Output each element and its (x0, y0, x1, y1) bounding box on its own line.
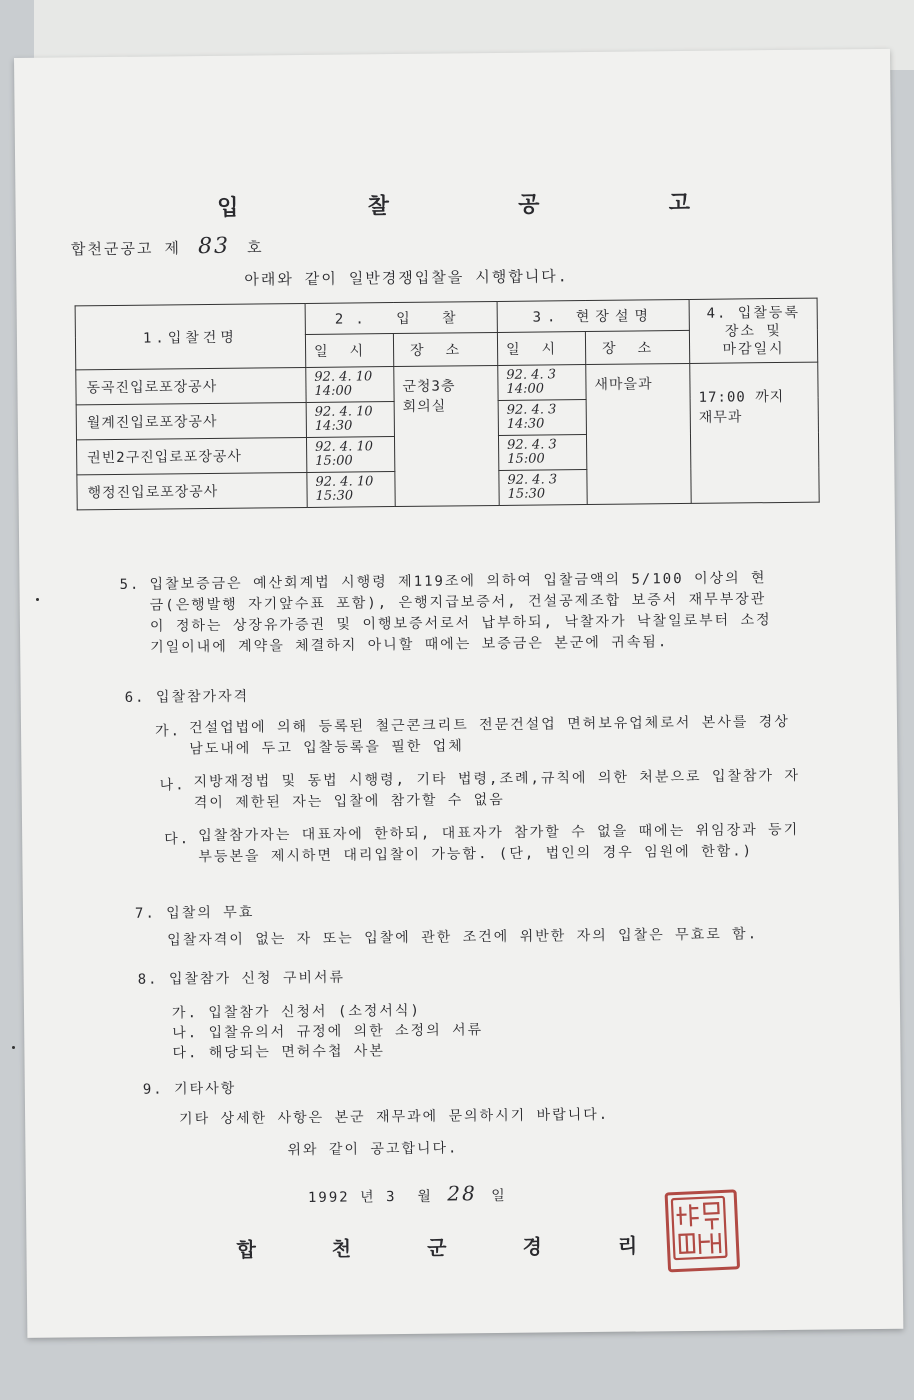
section-6c-mark: 다. (164, 831, 191, 848)
bid-notice-document (14, 49, 903, 1338)
header-site-place: 장소 (585, 330, 689, 364)
section-5-number: 5. (119, 576, 141, 593)
site-place-cell: 새마을과 (586, 363, 691, 504)
notice-number (71, 233, 264, 260)
speck (36, 598, 39, 601)
document-title: 입 찰 공 고 (217, 190, 749, 221)
header-site-datetime: 일시 (497, 332, 585, 366)
official-seal-icon (665, 1189, 741, 1272)
bid-place-cell: 군청3층 회의실 (394, 365, 499, 506)
section-9-heading: 9. 기타사항 (142, 1080, 237, 1098)
intro-text: 아래와 같이 일반경쟁입찰을 시행합니다. (244, 267, 569, 289)
header-bid-name: 1.입찰건명 (75, 303, 306, 369)
notice-prefix: 합천군공고 제 (70, 239, 182, 259)
section-5-text: 입찰보증금은 예산회계법 시행령 제119조에 의하여 입찰금액의 5/100 이상의 현금(은행발행 자기앞수표 포함), 은행지급보증서, 건설공제조합 보증서 재무부장관이 정하는 상장유가증권 및 이행보증서로서 납부하되, 낙찰자가 낙찰일로부터 소정기일이내에 계약을 체결하지 아니할 때에는 보증금은 본군에 귀속됨. (149, 570, 772, 656)
section-8-heading: 8. 입찰참가 신청 구비서류 (137, 969, 346, 988)
notice-suffix: 호 (246, 238, 264, 257)
section-7-text: 입찰자격이 없는 자 또는 입찰에 관한 조건에 위반한 자의 입찰은 무효로 함. (167, 926, 759, 949)
table-row: 행정진입로포장공사 92. 4. 10 15:30 92. 4. 3 15:30 (77, 467, 819, 510)
section-8-item: 나. 입찰유의서 규정에 의한 소정의 서류 (172, 1022, 484, 1042)
section-6a-mark: 가. (154, 723, 182, 740)
signature-line: 합 천 군 경 리 (236, 1233, 638, 1262)
notice-date: 1992 년 3 월 28 일 (307, 1181, 507, 1206)
section-7-heading: 7. 입찰의 무효 (134, 904, 255, 922)
notice-number-handwritten: 83 (197, 233, 231, 260)
table-row: 권빈2구진입로포장공사 92. 4. 10 15:00 92. 4. 3 15:00 (77, 432, 819, 475)
header-bid-datetime: 일시 (305, 334, 393, 368)
header-bid: 2. 입 찰 (305, 301, 497, 334)
header-registration: 4. 입찰등록 장소 및 마감일시 (689, 298, 818, 363)
section-6a-text: 건설업법에 의해 등록된 철근콘크리트 전문건설업 면허보유업체로서 본사를 경상남도내에 두고 입찰등록을 필한 업체 (188, 713, 790, 758)
bid-table (75, 298, 820, 511)
table-row: 동곡진입로포장공사 92. 4. 10 14:00 군청3층 회의실 92. 4. 3 14:00 새마을과 17:00 까지 재무과 (76, 362, 818, 405)
closing-text: 위와 같이 공고합니다. (287, 1140, 459, 1159)
header-site: 3. 현장설명 (497, 299, 689, 332)
section-8-item: 다. 해당되는 면허수첩 사본 (172, 1043, 385, 1062)
section-6b-mark: 나. (159, 777, 186, 794)
section-8-item: 가. 입찰참가 신청서 (소정서식) (171, 1002, 421, 1022)
section-9-text: 기타 상세한 사항은 본군 재무과에 문의하시기 바랍니다. (179, 1106, 610, 1128)
table-row: 월계진입로포장공사 92. 4. 10 14:30 92. 4. 3 14:30 (76, 397, 818, 440)
speck (12, 1046, 15, 1049)
header-bid-place: 장소 (393, 332, 497, 366)
section-6-heading: 6. 입찰참가자격 (124, 688, 250, 706)
registration-cell: 17:00 까지 재무과 (690, 362, 819, 503)
section-6c-text: 입찰참가자는 대표자에 한하되, 대표자가 참가할 수 없을 때에는 위임장과 등기부등본을 제시하면 대리입찰이 가능함. (단, 법인의 경우 임원에 한함.) (198, 821, 800, 866)
section-6b-text: 지방재정법 및 동법 시행령, 기타 법령,조례,규칙에 의한 처분으로 입찰참가 자격이 제한된 자는 입찰에 참가할 수 없음 (193, 767, 801, 812)
